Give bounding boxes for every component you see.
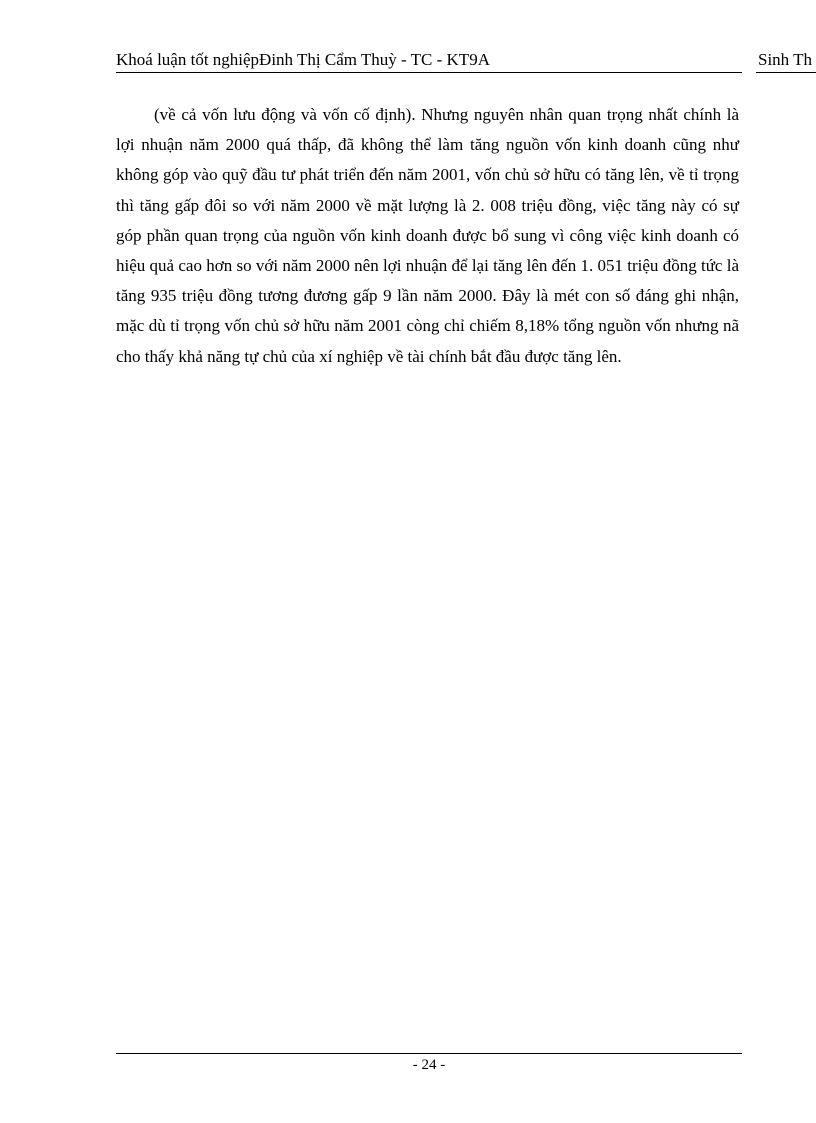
page-header: [116, 48, 816, 74]
page-number: - 24 -: [412, 1057, 446, 1073]
header-divider: [116, 72, 742, 73]
header-divider-right: [756, 72, 816, 73]
header-right-text: Sinh Th: [758, 50, 813, 69]
footer-divider: [116, 1053, 742, 1054]
header-title: Khoá luận tốt nghiệpĐinh Thị Cẩm Thuỳ - TC - KT9A: [116, 50, 490, 69]
body-paragraph: (về cả vốn lưu động và vốn cố định). Nhưng nguyên nhân quan trọng nhất chính là lợi nhuận năm 2000 quá thấp, đã không thể làm tăng nguồn vốn kinh doanh cũng như không góp vào quỹ đầu tư phát triển đến năm 2001, vốn chủ sở hữu có tăng lên, về tỉ trọng thì tăng gấp đôi so với năm 2000 về mặt lượng là 2. 008 triệu đồng, việc tăng này có sự góp phần quan trọng của nguồn vốn kinh doanh được bổ sung vì công việc kinh doanh có hiệu quả cao hơn so với năm 2000 nên lợi nhuận để lại tăng lên đến 1. 051 triệu đồng tức là tăng 935 triệu đồng tương đương gấp 9 lần năm 2000. Đây là mét con số đáng ghi nhận, mặc dù tỉ trọng vốn chủ sở hữu năm 2001 còng chỉ chiếm 8,18% tổng nguồn vốn nhưng nã cho thấy khả năng tự chủ của xí nghiệp về tài chính bắt đầu được tăng lên.: [116, 105, 739, 366]
